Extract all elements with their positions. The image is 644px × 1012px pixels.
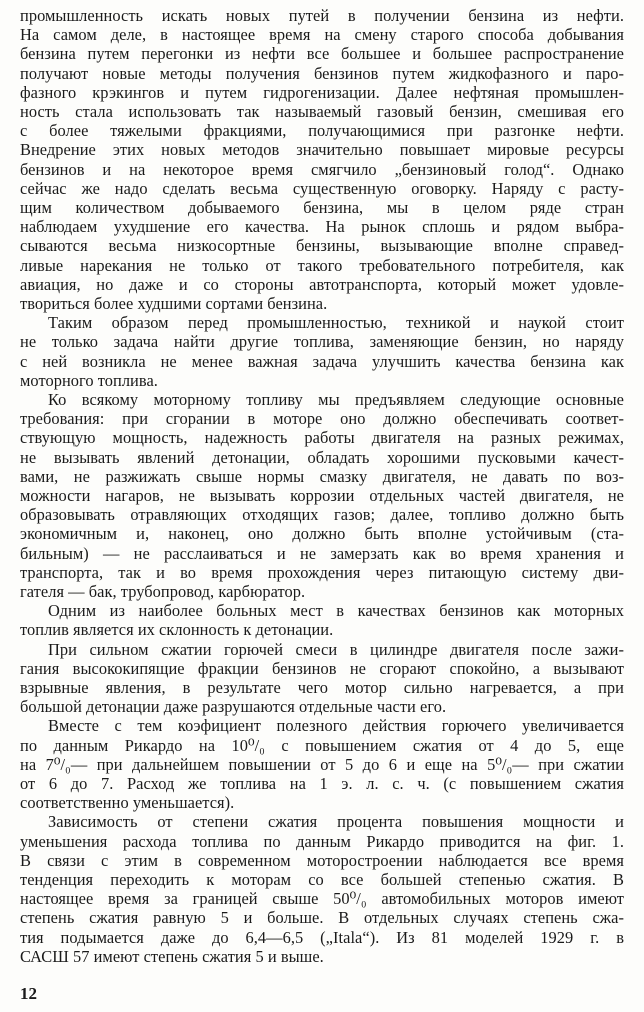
text-line: транспорта, так и во время прохождения через питающую систему дви-: [20, 562, 624, 582]
text-line: На самом деле, в настоящее время на смену старого способа добывания: [20, 25, 624, 45]
text-line: можности нагаров, не вызывать коррозии отдельных частей двигателя, не: [20, 486, 624, 505]
text-line: с ней возникла не менее важная задача улучшить качества бензина как: [20, 351, 624, 371]
text-line: требования: при сгорании в моторе оно должно обеспечивать соответ-: [20, 409, 624, 429]
text-line: наблюдаем ухудшение его качества. На рынок сплошь и рядом выбра-: [20, 217, 624, 237]
text-line: вами, не разжижать свыше нормы смазку двигателя, не давать по воз-: [20, 466, 624, 486]
text-line: щим количеством добываемого бензина, мы в целом ряде стран: [20, 198, 624, 217]
text-line: тия подымается даже до 6,4—6,5 („Itala“). Из 81 моделей 1929 г. в: [20, 927, 624, 947]
text-line: экономичным и, наконец, оно должно быть вполне устойчивым (ста-: [20, 524, 624, 544]
paragraph-start: Одним из наиболее больных мест в качествах бензинов как моторных: [48, 601, 624, 621]
text-line: гателя — бак, трубопровод, карбюратор.: [20, 582, 306, 601]
text-line: настоящее время за границей свыше 50⁰/₀ автомобильных моторов имеют: [20, 889, 624, 909]
text-line: с более тяжелыми фракциями, получающимися при разгонке нефти.: [20, 121, 624, 141]
text-line: бензина путем перегонки из нефти все большее и большее распространение: [20, 44, 624, 64]
text-line: тенденция переходить к моторам со все большей степенью сжатия. В: [20, 870, 624, 889]
text-line: промышленность искать новых путей в получении бензина из нефти.: [20, 6, 624, 25]
paragraph-start: Таким образом перед промышленностью, техникой и наукой стоит: [48, 313, 624, 333]
text-line: взрывные явления, в результате чего мотор сильно нагревается, а при: [20, 678, 624, 697]
text-line: сейчас же надо сделать весьма существенную оговорку. Наряду с расту-: [20, 178, 624, 198]
text-line: бильным) — не расслаиваться и не замерзать как во время хранения и: [20, 543, 624, 563]
text-line: бензинов и на некоторое время смягчило „бензиновый голод“. Однако: [20, 159, 624, 179]
text-line: сываются весьма низкосортные бензины, вызывающие вполне справед-: [20, 236, 624, 256]
text-line: гания высококипящие фракции бензинов не сгорают спокойно, а вызывают: [20, 658, 624, 678]
text-line: моторного топлива.: [20, 370, 158, 390]
text-line: САСШ 57 имеют степень сжатия 5 и выше.: [20, 946, 324, 966]
paragraph-start: Вместе с тем коэфициент полезного действия горючего увеличивается: [48, 716, 624, 736]
text-line: В связи с этим в современном моторостроении наблюдается все время: [20, 850, 624, 870]
text-line: соответственно уменьшается).: [20, 793, 235, 813]
text-line: фазного крэкингов и путем гидрогенизации. Далее нефтяная промышлен-: [20, 82, 624, 102]
text-line: не вызывать явлений детонации, обладать хорошими пусковыми качест-: [20, 447, 624, 467]
text-line: от 6 до 7. Расход же топлива на 1 э. л. с. ч. (с повышением сжатия: [20, 774, 624, 793]
paragraph-start: При сильном сжатии горючей смеси в цилиндре двигателя после зажи-: [48, 639, 624, 659]
text-line: не только задача найти другие топлива, заменяющие бензин, но наряду: [20, 332, 624, 352]
page-number: 12: [20, 984, 37, 1003]
text-line: степень сжатия равную 5 и больше. В отдельных случаях степень сжа-: [20, 908, 624, 928]
paragraph-start: Зависимость от степени сжатия процента повышения мощности и: [48, 812, 624, 832]
text-line: Внедрение этих новых методов значительно повышает мировые ресурсы: [20, 140, 624, 160]
text-line: уменьшения расхода топлива по данным Рикардо приводится на фиг. 1.: [20, 831, 624, 851]
text-line: ствующую мощность, надежность работы двигателя на разных режимах,: [20, 428, 624, 448]
text-line: ливые нарекания не только от такого требовательного потребителя, как: [20, 255, 624, 275]
text-line: большой детонации даже разрушаются отдельные части его.: [20, 697, 447, 717]
text-line: образовывать отравляющих отходящих газов; далее, топливо должно быть: [20, 505, 624, 525]
text-line: по данным Рикардо на 10⁰/₀ с повышением сжатия от 4 до 5, еще: [20, 735, 624, 755]
text-line: на 7⁰/₀— при дальнейшем повышении от 5 до 6 и еще на 5⁰/₀— при сжатии: [20, 754, 624, 774]
text-line: ность стала использовать так называемый газовый бензин, смешивая его: [20, 102, 624, 121]
text-line: топлив является их склонность к детонации.: [20, 620, 334, 640]
text-line: авиация, но даже и со стороны автотранспорта, который может удовле-: [20, 274, 624, 294]
text-line: получают новые методы получения бензинов путем жидкофазного и паро-: [20, 63, 624, 83]
paragraph-start: Ко всякому моторному топливу мы предъявляем следующие основные: [48, 390, 624, 409]
text-line: твориться более худшими сортами бензина.: [20, 294, 328, 313]
